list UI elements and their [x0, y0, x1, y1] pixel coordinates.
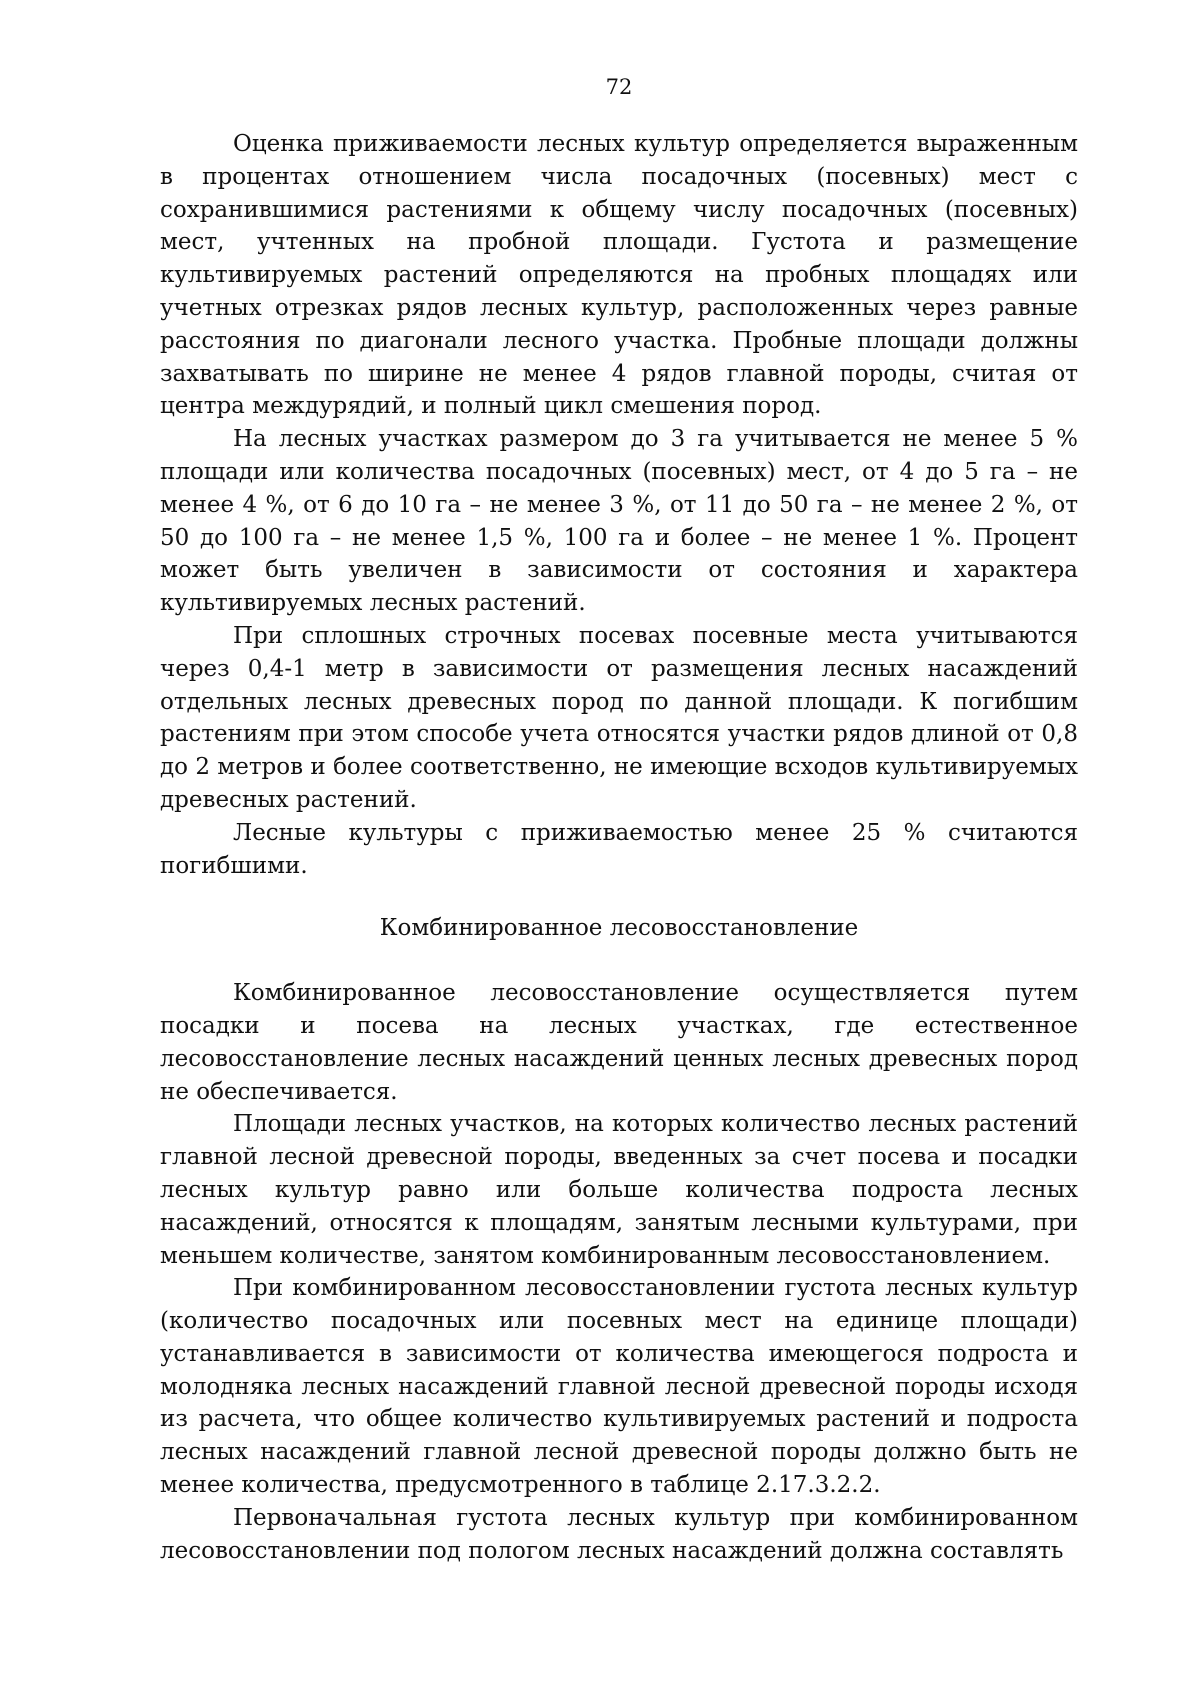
paragraph-sampling-area: На лесных участках размером до 3 га учитывается не менее 5 % площади или количества посадочных (посевных) мест, от 4 до 5 га – не менее 4 %, от 6 до 10 га – не менее 3 %, от 11 до 50 га – не менее 2 %, от 50 до 100 га – не менее 1,5 %, 100 га и более – не менее 1 %. Процент может быть увеличен в зависимости от состояния и характера культивируемых лесных растений.	[160, 426, 1078, 617]
document-body	[160, 128, 1078, 1567]
paragraph-combined-definition: Комбинированное лесовосстановление осуществляется путем посадки и посева на лесных участках, где естественное лесовосстановление лесных насаждений ценных лесных древесных пород не обеспечивается.	[160, 980, 1078, 1105]
paragraph-initial-density: Первоначальная густота лесных культур при комбинированном лесовосстановлении под пологом лесных насаждений должна составлять	[160, 1504, 1078, 1564]
paragraph-dead-cultures: Лесные культуры с приживаемостью менее 25 % считаются погибшими.	[160, 819, 1078, 879]
document-page	[160, 0, 1078, 1697]
paragraph-density: При комбинированном лесовосстановлении густота лесных культур (количество посадочных или посевных мест на единице площади) устанавливается в зависимости от количества имеющегося подроста и молодняка лесных насаждений главной лесной древесной породы исходя из расчета, что общее количество культивируемых растений и подроста лесных насаждений главной лесной древесной породы должно быть не менее количества, предусмотренного в таблице 2.17.3.2.2.	[160, 1275, 1078, 1499]
page-number: 72	[605, 75, 633, 99]
paragraph-survival-assessment: Оценка приживаемости лесных культур определяется выраженным в процентах отношением числа посадочных (посевных) мест с сохранившимися растениями к общему числу посадочных (посевных) мест, учтенных на пробной площади. Густота и размещение культивируемых растений определяются на пробных площадях или учетных отрезках рядов лесных культур, расположенных через равные расстояния по диагонали лесного участка. Пробные площади должны захватывать по ширине не менее 4 рядов главной породы, считая от центра междурядий, и полный цикл смешения пород.	[160, 131, 1078, 420]
paragraph-row-seeding: При сплошных строчных посевах посевные места учитываются через 0,4-1 метр в зависимости от размещения лесных насаждений отдельных лесных древесных пород по данной площади. К погибшим растениям при этом способе учета относятся участки рядов длиной от 0,8 до 2 метров и более соответственно, не имеющие всходов культивируемых древесных растений.	[160, 622, 1078, 813]
section-heading: Комбинированное лесовосстановление	[379, 915, 859, 942]
paragraph-area-classification: Площади лесных участков, на которых количество лесных растений главной лесной древесной породы, введенных за счет посева и посадки лесных культур равно или больше количества подроста лесных насаждений, относятся к площадям, занятым лесными культурами, при меньшем количестве, занятом комбинированным лесовосстановлением.	[160, 1111, 1078, 1269]
